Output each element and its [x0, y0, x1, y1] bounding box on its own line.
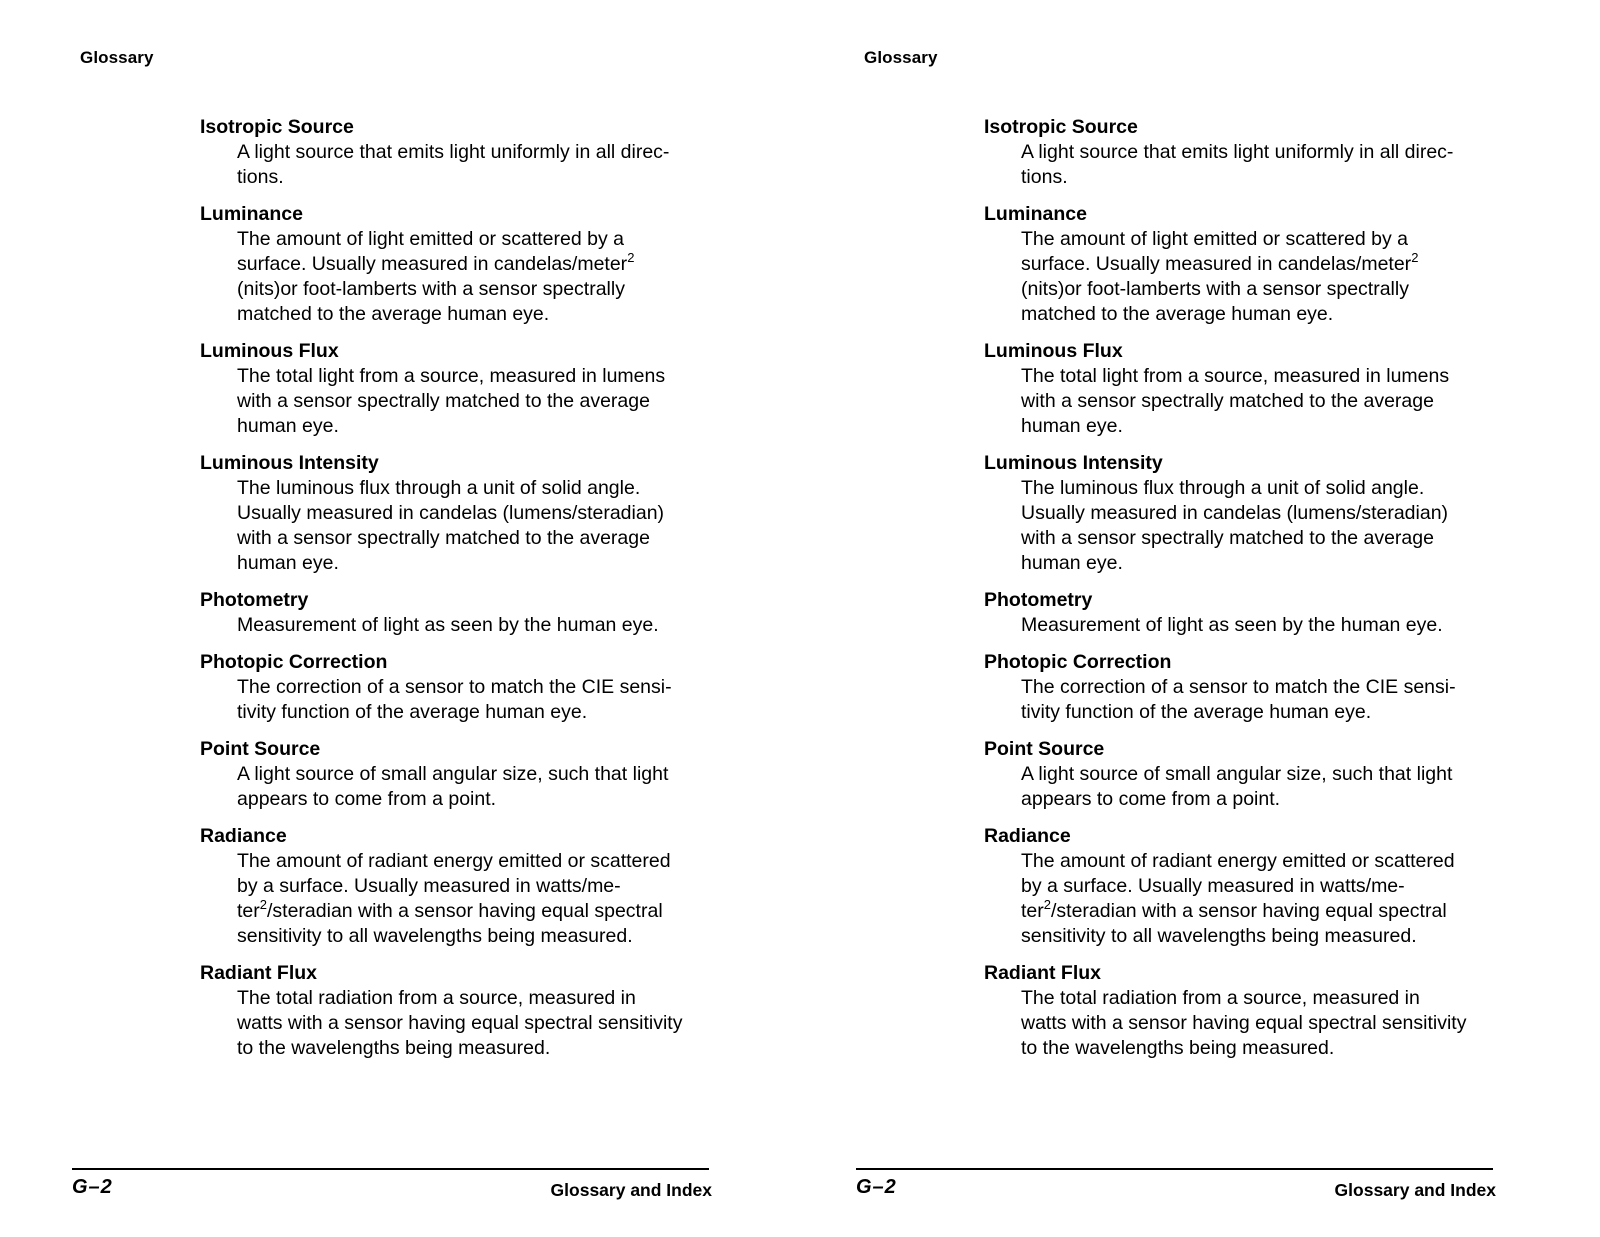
glossary-entry-photometry — [200, 588, 720, 638]
glossary-definition: The correction of a sensor to match the CIE sensi- tivity function of the average human eye. — [237, 676, 672, 723]
glossary-term: Luminous Intensity — [200, 452, 379, 474]
glossary-entry-luminous-intensity — [200, 451, 720, 576]
glossary-definition — [1021, 227, 1504, 327]
glossary-entry-isotropic-source — [984, 115, 1504, 190]
glossary-entry-point-source — [984, 737, 1504, 812]
glossary-term: Luminance — [200, 203, 303, 225]
glossary-term: Point Source — [200, 738, 321, 760]
superscript: 2 — [1043, 896, 1051, 912]
glossary-definition: The total light from a source, measured in lumens with a sensor spectrally matched to the average human eye. — [237, 365, 666, 437]
superscript: 2 — [259, 896, 267, 912]
glossary-entry-radiant-flux — [984, 961, 1504, 1061]
glossary-entry-photometry — [984, 588, 1504, 638]
glossary-term: Radiance — [984, 825, 1071, 847]
glossary-term: Point Source — [984, 738, 1105, 760]
glossary-entry-radiant-flux — [200, 961, 720, 1061]
glossary-entry-luminance — [984, 202, 1504, 327]
glossary-entry-isotropic-source — [200, 115, 720, 190]
glossary-definition: A light source that emits light uniformly in all direc- tions. — [1021, 141, 1454, 188]
glossary-definition: A light source of small angular size, such that light appears to come from a point. — [1021, 763, 1453, 810]
glossary-entry-photopic-correction — [200, 650, 720, 725]
glossary-definition: A light source that emits light uniformly in all direc- tions. — [237, 141, 670, 188]
definition-text: The amount of radiant energy emitted or scattered by a surface. Usually measured in watts/me- ter — [237, 850, 671, 922]
glossary-definition: The total light from a source, measured in lumens with a sensor spectrally matched to the average human eye. — [1021, 365, 1450, 437]
glossary-term: Photopic Correction — [984, 651, 1172, 673]
glossary-term: Luminance — [984, 203, 1087, 225]
glossary-entry-photopic-correction — [984, 650, 1504, 725]
glossary-entry-luminous-intensity — [984, 451, 1504, 576]
definition-text: /steradian with a sensor having equal spectral sensitivity to all wavelengths being measured. — [1021, 900, 1447, 947]
glossary-term: Radiance — [200, 825, 287, 847]
glossary-term: Radiant Flux — [984, 962, 1102, 984]
glossary-entry-radiance — [984, 824, 1504, 949]
definition-text: /steradian with a sensor having equal spectral sensitivity to all wavelengths being measured. — [237, 900, 663, 947]
definition-text: The amount of radiant energy emitted or scattered by a surface. Usually measured in watts/me- ter — [1021, 850, 1455, 922]
glossary-definition — [237, 849, 720, 949]
glossary-term: Photopic Correction — [200, 651, 388, 673]
glossary-entry-luminous-flux — [984, 339, 1504, 439]
page-right — [784, 0, 1584, 1237]
footer-title: Glossary and Index — [550, 1180, 712, 1200]
superscript: 2 — [627, 249, 635, 265]
definition-text: (nits)or foot-lamberts with a sensor spectrally matched to the average human eye. — [237, 278, 625, 325]
glossary-term: Luminous Flux — [984, 340, 1123, 362]
glossary-term: Isotropic Source — [200, 116, 354, 138]
running-head: Glossary — [864, 48, 938, 67]
page-number: G–2 — [856, 1176, 897, 1198]
glossary-definition: Measurement of light as seen by the human eye. — [1021, 614, 1443, 636]
glossary-entry-radiance — [200, 824, 720, 949]
glossary-entry-luminance — [200, 202, 720, 327]
glossary-definition — [1021, 849, 1504, 949]
glossary-definition: The luminous flux through a unit of solid angle. Usually measured in candelas (lumens/steradian) with a sensor spectrally matched to the average human eye. — [1021, 477, 1449, 574]
glossary-definition — [237, 227, 720, 327]
footer-title: Glossary and Index — [1334, 1180, 1496, 1200]
glossary-definition: The total radiation from a source, measured in watts with a sensor having equal spectral sensitivity to the wavelengths being measured. — [1021, 987, 1467, 1059]
definition-text: The amount of light emitted or scattered by a surface. Usually measured in candelas/meter — [237, 228, 628, 275]
glossary-definition: The luminous flux through a unit of solid angle. Usually measured in candelas (lumens/steradian) with a sensor spectrally matched to the average human eye. — [237, 477, 665, 574]
glossary-term: Photometry — [200, 589, 309, 611]
glossary-definition: A light source of small angular size, such that light appears to come from a point. — [237, 763, 669, 810]
page-number: G–2 — [72, 1176, 113, 1198]
glossary-entry-luminous-flux — [200, 339, 720, 439]
definition-text: The amount of light emitted or scattered by a surface. Usually measured in candelas/meter — [1021, 228, 1412, 275]
glossary-list — [200, 115, 720, 1073]
glossary-term: Radiant Flux — [200, 962, 318, 984]
glossary-definition: Measurement of light as seen by the human eye. — [237, 614, 659, 636]
glossary-term: Photometry — [984, 589, 1093, 611]
glossary-term: Isotropic Source — [984, 116, 1138, 138]
glossary-term: Luminous Intensity — [984, 452, 1163, 474]
glossary-definition: The correction of a sensor to match the CIE sensi- tivity function of the average human eye. — [1021, 676, 1456, 723]
definition-text: (nits)or foot-lamberts with a sensor spectrally matched to the average human eye. — [1021, 278, 1409, 325]
footer-rule — [856, 1168, 1493, 1170]
footer-rule — [72, 1168, 709, 1170]
glossary-definition: The total radiation from a source, measured in watts with a sensor having equal spectral sensitivity to the wavelengths being measured. — [237, 987, 683, 1059]
glossary-term: Luminous Flux — [200, 340, 339, 362]
running-head: Glossary — [80, 48, 154, 67]
glossary-list — [984, 115, 1504, 1073]
glossary-entry-point-source — [200, 737, 720, 812]
superscript: 2 — [1411, 249, 1419, 265]
